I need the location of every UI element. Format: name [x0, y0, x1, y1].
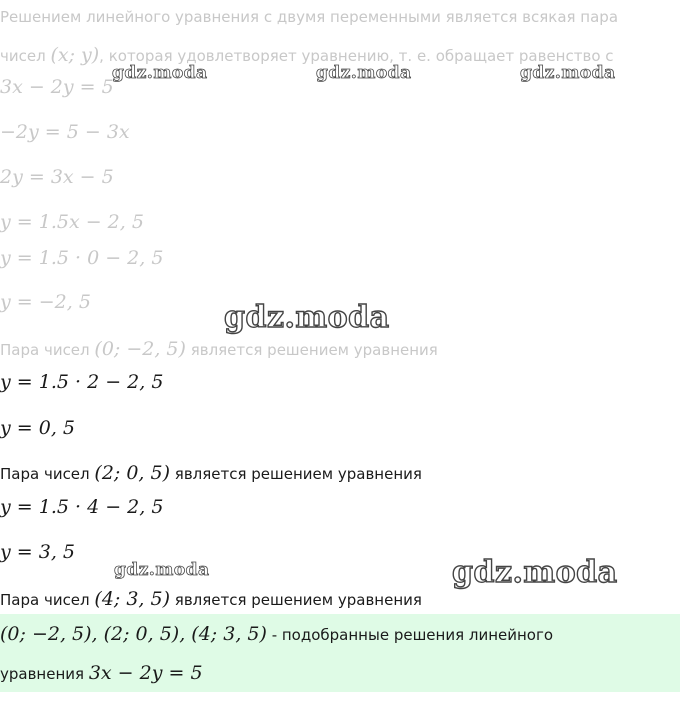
- conclusion-equation-math: 3x − 2y = 5: [88, 662, 203, 684]
- equation-b1: y = 1.5 · 4 − 2, 5: [0, 496, 164, 518]
- intro-line-2-suffix: , которая удовлетворяет уравнению, т. е. обращает равенство с: [99, 47, 614, 65]
- pair-statement-1: [0, 338, 438, 360]
- pair-statement-3: [0, 588, 422, 610]
- watermark-logo: gdz.moda: [224, 300, 390, 335]
- pair-statement-3-math: (4; 3, 5): [94, 588, 171, 610]
- watermark-logo: gdz.moda: [114, 560, 210, 580]
- pair-statement-1-prefix: Пара чисел: [0, 341, 95, 359]
- pair-statement-2-prefix: Пара чисел: [0, 465, 95, 483]
- intro-line-2-math: (x; y): [50, 44, 100, 66]
- equation-b2: y = 3, 5: [0, 541, 75, 563]
- watermark-logo: gdz.moda: [520, 63, 616, 83]
- pair-statement-3-suffix: является решением уравнения: [170, 591, 422, 609]
- intro-line-1: Решением линейного уравнения с двумя переменными является всякая пара: [0, 8, 619, 26]
- conclusion-line-2: [0, 662, 203, 684]
- conclusion-line-1-suffix: - подобранные решения линейного: [266, 626, 554, 644]
- watermark-logo: gdz.moda: [316, 63, 412, 83]
- watermark-logo: gdz.moda: [112, 63, 208, 83]
- pair-statement-2-math: (2; 0, 5): [94, 462, 171, 484]
- equation-faded-2: −2y = 5 − 3x: [0, 121, 130, 143]
- pair-statement-1-suffix: является решением уравнения: [185, 341, 438, 359]
- equation-a1: y = 1.5 · 2 − 2, 5: [0, 371, 164, 393]
- conclusion-line-1: [0, 623, 553, 645]
- intro-line-2-prefix: чисел: [0, 47, 51, 65]
- equation-faded-4: y = 1.5x − 2, 5: [0, 211, 144, 233]
- pair-statement-3-prefix: Пара чисел: [0, 591, 95, 609]
- equation-faded-3: 2y = 3x − 5: [0, 166, 114, 188]
- watermark-logo: gdz.moda: [452, 555, 618, 590]
- equation-faded-6: y = −2, 5: [0, 291, 91, 313]
- equation-faded-1: 3x − 2y = 5: [0, 76, 114, 98]
- pair-statement-2: [0, 462, 422, 484]
- pair-statement-1-math: (0; −2, 5): [94, 338, 186, 360]
- conclusion-solutions-math: (0; −2, 5), (2; 0, 5), (4; 3, 5): [0, 623, 267, 645]
- pair-statement-2-suffix: является решением уравнения: [170, 465, 422, 483]
- conclusion-line-2-prefix: уравнения: [0, 665, 89, 683]
- equation-a2: y = 0, 5: [0, 417, 75, 439]
- equation-faded-5: y = 1.5 · 0 − 2, 5: [0, 247, 164, 269]
